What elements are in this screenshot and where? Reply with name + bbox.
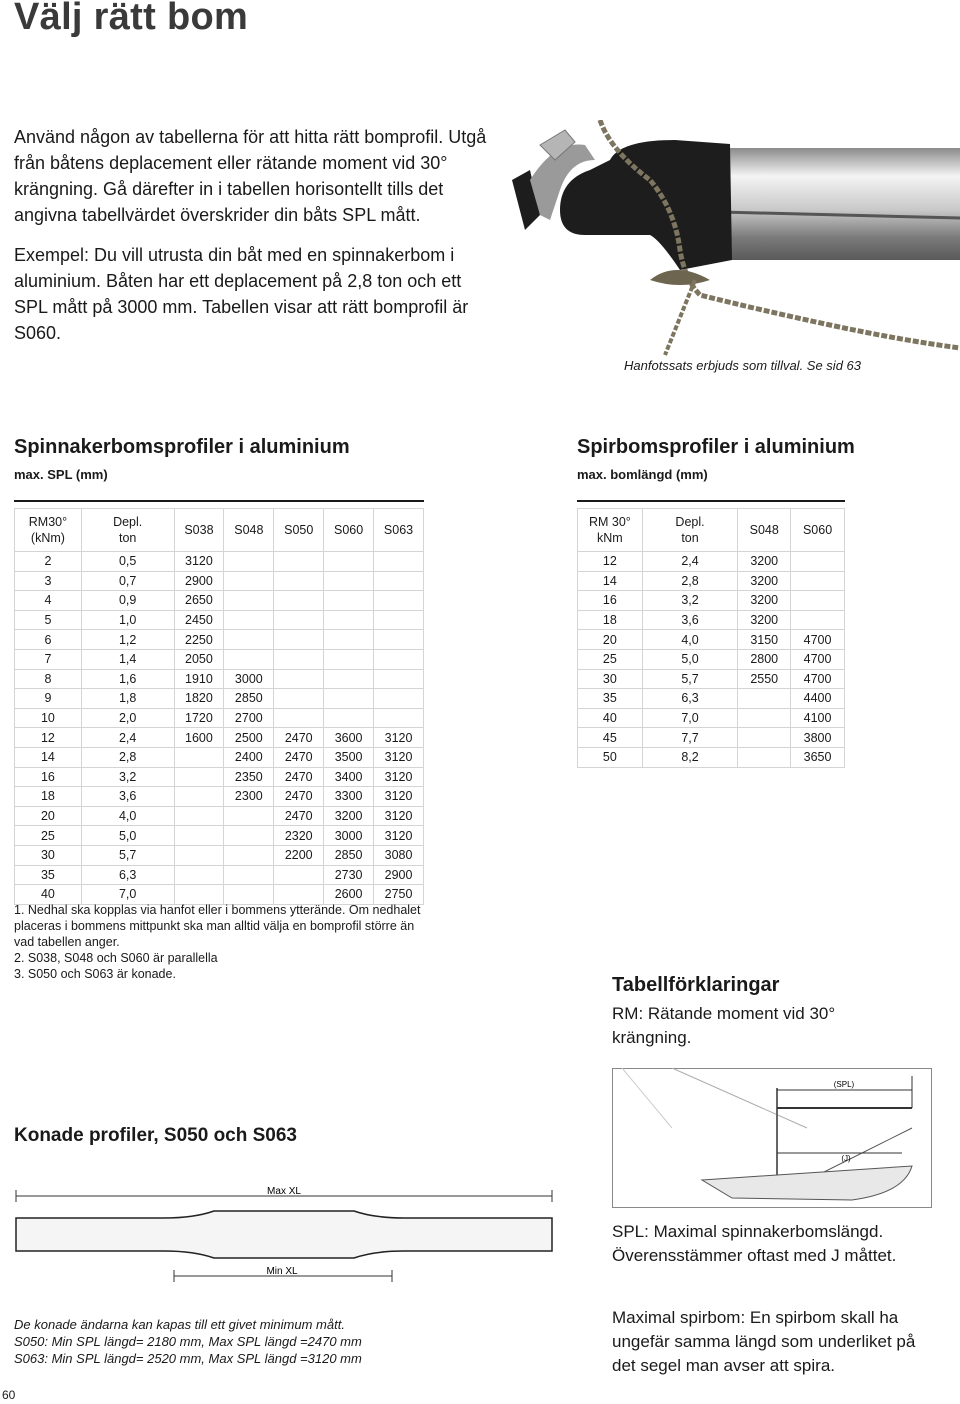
spinnaker-table-cell — [274, 591, 324, 611]
spinnaker-table-cell: 1,2 — [81, 630, 174, 650]
konade-notes — [14, 1316, 434, 1367]
spinnaker-table-cell: 3,6 — [81, 787, 174, 807]
spirbom-table-cell: 50 — [578, 747, 643, 767]
spinnaker-table-cell: 2,8 — [81, 747, 174, 767]
spinnaker-table-cell: 2500 — [224, 728, 274, 748]
spinnaker-table-cell: 3400 — [324, 767, 374, 787]
spirbom-table-cell — [791, 610, 845, 630]
spirbom-column-header: Depl. ton — [642, 509, 738, 552]
spinnaker-table-cell — [274, 552, 324, 572]
spinnaker-table-row — [15, 806, 424, 826]
min-xl-label: Min XL — [266, 1266, 298, 1277]
spinnaker-table-cell: 3000 — [224, 669, 274, 689]
spinnaker-table-cell: 2700 — [224, 708, 274, 728]
spinnaker-table-cell: 14 — [15, 747, 82, 767]
spirbom-table-cell: 4700 — [791, 669, 845, 689]
spirbom-table-row — [578, 649, 845, 669]
spinnaker-table-cell — [174, 826, 224, 846]
spinnaker-table-cell — [324, 552, 374, 572]
spirbom-table-row — [578, 591, 845, 611]
spirbom-table-cell: 3800 — [791, 728, 845, 748]
footnote: 3. S050 och S063 är konade. — [14, 967, 176, 981]
spl-label: (SPL) — [833, 1080, 855, 1089]
spinnaker-table-cell: 3120 — [374, 806, 424, 826]
spinnaker-table-cell — [224, 826, 274, 846]
spinnaker-table-cell — [324, 610, 374, 630]
spinnaker-table-cell: 2900 — [374, 865, 424, 885]
spinnaker-table-cell: 2 — [15, 552, 82, 572]
spirbom-table-cell — [738, 728, 791, 748]
spirbom-table-cell: 4700 — [791, 649, 845, 669]
spinnaker-table-cell — [274, 571, 324, 591]
spinnaker-table-cell: 2200 — [274, 845, 324, 865]
spinnaker-table-row — [15, 767, 424, 787]
spirbom-table-cell: 18 — [578, 610, 643, 630]
spirbom-table — [577, 508, 845, 768]
spinnaker-section-title: Spinnakerbomsprofiler i aluminium — [14, 436, 350, 458]
spinnaker-table-cell: 2350 — [224, 767, 274, 787]
spinnaker-table-cell — [274, 689, 324, 709]
page-number: 60 — [2, 1388, 16, 1402]
spirbom-table-row — [578, 552, 845, 572]
spinnaker-table-cell: 12 — [15, 728, 82, 748]
spinnaker-table-cell: 2470 — [274, 747, 324, 767]
spinnaker-table-cell: 40 — [15, 885, 82, 905]
spinnaker-table-cell — [174, 767, 224, 787]
spinnaker-table-cell: 3500 — [324, 747, 374, 767]
spinnaker-table-row — [15, 591, 424, 611]
spirbom-table-cell: 14 — [578, 571, 643, 591]
spinnaker-table-row — [15, 747, 424, 767]
spinnaker-table-cell: 16 — [15, 767, 82, 787]
spinnaker-table-cell — [374, 552, 424, 572]
spinnaker-table-cell: 7 — [15, 649, 82, 669]
spinnaker-table-cell — [224, 552, 274, 572]
spinnaker-table-cell: 5 — [15, 610, 82, 630]
intro-paragraph-1: Använd någon av tabellerna för att hitta rätt bomprofil. Utgå från båtens deplacement eller rätande moment vid 30° krängning. Gå därefter in i tabellen horisontellt tills det angivna tabellvärdet överskrider din båts SPL mått. — [14, 127, 487, 225]
spinnaker-table-cell — [374, 669, 424, 689]
spinnaker-table-cell: 3120 — [374, 747, 424, 767]
spirbom-table-cell: 7,7 — [642, 728, 738, 748]
spinnaker-table-cell: 3120 — [374, 826, 424, 846]
spinnaker-table-cell — [174, 845, 224, 865]
spinnaker-table-cell: 3120 — [374, 767, 424, 787]
spinnaker-table-cell: 3080 — [374, 845, 424, 865]
spirbom-table-cell — [791, 552, 845, 572]
spinnaker-table-cell: 9 — [15, 689, 82, 709]
spinnaker-column-header: Depl. ton — [81, 509, 174, 552]
spinnaker-table-cell: 3300 — [324, 787, 374, 807]
spinnaker-column-header: S038 — [174, 509, 224, 552]
spirbom-table-row — [578, 610, 845, 630]
spinnaker-table-cell: 2730 — [324, 865, 374, 885]
spinnaker-table-cell: 1,6 — [81, 669, 174, 689]
spirbom-table-cell: 4400 — [791, 689, 845, 709]
footnote: 1. Nedhal ska kopplas via hanfot eller i bommens ytterände. Om nedhalet placeras i bommens mittpunkt ska man alltid välja en bomprofil större än vad tabellen anger. — [14, 903, 421, 949]
spinnaker-table-cell: 2400 — [224, 747, 274, 767]
spirbom-table-cell: 30 — [578, 669, 643, 689]
spirbom-table-cell: 6,3 — [642, 689, 738, 709]
spirbom-table-cell — [791, 591, 845, 611]
spirbom-column-header: S060 — [791, 509, 845, 552]
konade-title: Konade profiler, S050 och S063 — [14, 1125, 297, 1146]
spirbom-table-cell: 35 — [578, 689, 643, 709]
spirbom-table-cell: 3,6 — [642, 610, 738, 630]
legend-rm: RM: Rätande moment vid 30° krängning. — [612, 1004, 836, 1047]
spinnaker-table-cell — [224, 806, 274, 826]
spinnaker-table-row — [15, 865, 424, 885]
spinnaker-table-cell: 8 — [15, 669, 82, 689]
spirbom-table-cell: 25 — [578, 649, 643, 669]
table-footnotes — [14, 902, 424, 982]
spinnaker-table-cell: 1,0 — [81, 610, 174, 630]
spirbom-table-cell: 20 — [578, 630, 643, 650]
konade-note: De konade ändarna kan kapas till ett givet minimum mått. — [14, 1317, 345, 1332]
spirbom-table-cell: 5,7 — [642, 669, 738, 689]
spinnaker-table-cell: 2320 — [274, 826, 324, 846]
spinnaker-table-cell: 6,3 — [81, 865, 174, 885]
spinnaker-table-row — [15, 552, 424, 572]
spinnaker-table-cell: 30 — [15, 845, 82, 865]
spinnaker-table-cell: 7,0 — [81, 885, 174, 905]
spinnaker-table-cell: 0,7 — [81, 571, 174, 591]
spinnaker-column-header: RM30° (kNm) — [15, 509, 82, 552]
spinnaker-table-cell: 2750 — [374, 885, 424, 905]
spinnaker-table-cell: 3200 — [324, 806, 374, 826]
footnote: 2. S038, S048 och S060 är parallella — [14, 951, 218, 965]
spirbom-table-cell — [738, 708, 791, 728]
spinnaker-table-cell — [374, 571, 424, 591]
spinnaker-column-header: S048 — [224, 509, 274, 552]
spirbom-table-row — [578, 728, 845, 748]
spinnaker-table-cell: 2650 — [174, 591, 224, 611]
spinnaker-table-cell: 2850 — [324, 845, 374, 865]
spinnaker-table-row — [15, 728, 424, 748]
spirbom-table-cell: 12 — [578, 552, 643, 572]
spirbom-table-cell: 4700 — [791, 630, 845, 650]
spinnaker-section-subtitle: max. SPL (mm) — [14, 467, 108, 482]
spinnaker-table-cell: 2900 — [174, 571, 224, 591]
spinnaker-table — [14, 508, 424, 905]
spirbom-table-cell: 2550 — [738, 669, 791, 689]
spinnaker-table-cell: 0,9 — [81, 591, 174, 611]
legend-spl: SPL: Maximal spinnakerbomslängd. Överensstämmer oftast med J måttet. — [612, 1222, 897, 1265]
spinnaker-table-cell: 6 — [15, 630, 82, 650]
photo-caption: Hanfotssats erbjuds som tillval. Se sid 63 — [624, 358, 861, 373]
spinnaker-table-row — [15, 669, 424, 689]
spinnaker-table-row — [15, 649, 424, 669]
spinnaker-table-cell — [274, 669, 324, 689]
spinnaker-table-cell — [274, 610, 324, 630]
spinnaker-table-row — [15, 845, 424, 865]
spinnaker-table-row — [15, 689, 424, 709]
spinnaker-table-cell: 2600 — [324, 885, 374, 905]
spirbom-table-cell: 2,8 — [642, 571, 738, 591]
spinnaker-table-cell — [374, 708, 424, 728]
spinnaker-table-row — [15, 708, 424, 728]
spinnaker-table-cell — [224, 610, 274, 630]
spinnaker-table-cell: 3120 — [374, 728, 424, 748]
spirbom-table-cell — [738, 747, 791, 767]
spinnaker-table-cell: 1820 — [174, 689, 224, 709]
spirbom-table-row — [578, 571, 845, 591]
spinnaker-table-cell: 1,8 — [81, 689, 174, 709]
konade-note: S050: Min SPL längd= 2180 mm, Max SPL längd =2470 mm — [14, 1334, 362, 1349]
spinnaker-table-cell — [224, 591, 274, 611]
spirbom-table-cell: 3200 — [738, 552, 791, 572]
spinnaker-table-cell: 1600 — [174, 728, 224, 748]
spinnaker-table-cell — [374, 610, 424, 630]
spirbom-section-header — [577, 436, 855, 482]
spinnaker-table-cell — [324, 669, 374, 689]
spirbom-table-cell: 2,4 — [642, 552, 738, 572]
spinnaker-table-cell — [274, 708, 324, 728]
spinnaker-table-row — [15, 571, 424, 591]
spinnaker-table-cell: 10 — [15, 708, 82, 728]
spinnaker-table-cell — [324, 649, 374, 669]
spinnaker-table-cell: 2850 — [224, 689, 274, 709]
spinnaker-table-row — [15, 610, 424, 630]
spinnaker-table-cell — [224, 630, 274, 650]
spinnaker-table-cell: 2050 — [174, 649, 224, 669]
spinnaker-table-cell: 5,0 — [81, 826, 174, 846]
spirbom-table-body — [578, 552, 845, 768]
legend-spir: Maximal spirbom: En spirbom skall ha ungefär samma längd som underliket på det segel man avser att spira. — [612, 1308, 916, 1375]
spinnaker-table-cell: 3120 — [374, 787, 424, 807]
spinnaker-table-cell — [324, 591, 374, 611]
spinnaker-table-wrap — [14, 500, 424, 905]
intro-text — [14, 124, 494, 346]
spinnaker-table-cell: 1,4 — [81, 649, 174, 669]
spinnaker-column-header: S050 — [274, 509, 324, 552]
spinnaker-table-cell: 5,7 — [81, 845, 174, 865]
spirbom-table-cell: 45 — [578, 728, 643, 748]
spirbom-table-cell: 3200 — [738, 591, 791, 611]
spirbom-table-wrap — [577, 500, 845, 768]
spinnaker-table-cell — [274, 630, 324, 650]
spinnaker-table-cell: 4 — [15, 591, 82, 611]
spinnaker-table-cell — [224, 865, 274, 885]
spinnaker-table-cell: 2470 — [274, 767, 324, 787]
spinnaker-table-cell — [174, 787, 224, 807]
spinnaker-table-cell: 1720 — [174, 708, 224, 728]
spinnaker-table-cell — [224, 571, 274, 591]
spirbom-table-cell: 3,2 — [642, 591, 738, 611]
spirbom-table-cell: 7,0 — [642, 708, 738, 728]
j-label: (J) — [841, 1154, 851, 1163]
spinnaker-table-cell: 2,4 — [81, 728, 174, 748]
spinnaker-table-cell — [324, 689, 374, 709]
spirbom-table-row — [578, 630, 845, 650]
spinnaker-table-cell: 2,0 — [81, 708, 174, 728]
spinnaker-table-cell — [174, 806, 224, 826]
spirbom-table-cell: 3200 — [738, 571, 791, 591]
spinnaker-table-row — [15, 630, 424, 650]
tapered-profile-diagram — [14, 1176, 554, 1296]
spinnaker-table-cell — [324, 630, 374, 650]
legend-title: Tabellförklaringar — [612, 974, 780, 996]
spirbom-table-cell: 40 — [578, 708, 643, 728]
spinnaker-table-cell: 2470 — [274, 787, 324, 807]
spinnaker-table-cell: 0,5 — [81, 552, 174, 572]
spirbom-table-cell: 3150 — [738, 630, 791, 650]
spinnaker-table-cell: 1910 — [174, 669, 224, 689]
spinnaker-table-cell — [374, 649, 424, 669]
spinnaker-table-cell: 4,0 — [81, 806, 174, 826]
spinnaker-table-row — [15, 826, 424, 846]
spirbom-table-row — [578, 747, 845, 767]
spinnaker-table-cell — [374, 689, 424, 709]
spirbom-table-cell: 4100 — [791, 708, 845, 728]
spinnaker-table-cell: 25 — [15, 826, 82, 846]
spirbom-table-row — [578, 689, 845, 709]
spirbom-section-title: Spirbomsprofiler i aluminium — [577, 436, 855, 458]
spinnaker-table-cell: 3120 — [174, 552, 224, 572]
spirbom-table-row — [578, 708, 845, 728]
spinnaker-table-cell — [174, 865, 224, 885]
spinnaker-table-cell — [324, 571, 374, 591]
spinnaker-table-cell — [224, 845, 274, 865]
spinnaker-table-cell — [274, 649, 324, 669]
spinnaker-table-cell: 20 — [15, 806, 82, 826]
spinnaker-table-cell: 3600 — [324, 728, 374, 748]
spinnaker-table-cell: 2470 — [274, 806, 324, 826]
spinnaker-table-cell: 3000 — [324, 826, 374, 846]
spinnaker-table-cell: 3 — [15, 571, 82, 591]
spinnaker-table-cell: 2250 — [174, 630, 224, 650]
spinnaker-table-cell — [374, 591, 424, 611]
spinnaker-section-header — [14, 436, 350, 482]
boat-diagram — [612, 1068, 932, 1208]
konade-note: S063: Min SPL längd= 2520 mm, Max SPL längd =3120 mm — [14, 1351, 362, 1366]
spinnaker-table-cell: 18 — [15, 787, 82, 807]
spirbom-section-subtitle: max. bomlängd (mm) — [577, 467, 708, 482]
spinnaker-table-cell: 2450 — [174, 610, 224, 630]
spinnaker-table-cell: 3,2 — [81, 767, 174, 787]
spirbom-table-cell: 3200 — [738, 610, 791, 630]
spirbom-table-row — [578, 669, 845, 689]
spirbom-table-cell: 16 — [578, 591, 643, 611]
spirbom-table-cell — [738, 689, 791, 709]
spinnaker-column-header: S060 — [324, 509, 374, 552]
spinnaker-table-cell: 35 — [15, 865, 82, 885]
spirbom-table-cell: 8,2 — [642, 747, 738, 767]
spinnaker-table-cell — [374, 630, 424, 650]
intro-paragraph-2: Exempel: Du vill utrusta din båt med en spinnakerbom i aluminium. Båten har ett deplacement på 2,8 ton och ett SPL mått på 3000 mm. Tabellen visar att rätt bomprofil är S060. — [14, 245, 469, 343]
max-xl-label: Max XL — [267, 1186, 301, 1197]
spirbom-column-header: S048 — [738, 509, 791, 552]
spinnaker-table-body — [15, 552, 424, 905]
boom-end-photo — [500, 120, 960, 360]
spirbom-table-cell: 2800 — [738, 649, 791, 669]
spinnaker-table-cell — [324, 708, 374, 728]
spinnaker-table-cell: 2300 — [224, 787, 274, 807]
spinnaker-table-row — [15, 787, 424, 807]
spirbom-table-header — [578, 509, 845, 552]
spirbom-table-cell — [791, 571, 845, 591]
page-title: Välj rätt bom — [14, 0, 249, 38]
spinnaker-table-header — [15, 509, 424, 552]
spirbom-table-cell: 3650 — [791, 747, 845, 767]
spinnaker-column-header: S063 — [374, 509, 424, 552]
spinnaker-table-cell — [174, 747, 224, 767]
spirbom-table-cell: 5,0 — [642, 649, 738, 669]
spinnaker-table-cell — [274, 865, 324, 885]
spirbom-column-header: RM 30° kNm — [578, 509, 643, 552]
spirbom-table-cell: 4,0 — [642, 630, 738, 650]
spinnaker-table-cell: 2470 — [274, 728, 324, 748]
spinnaker-table-cell — [224, 649, 274, 669]
